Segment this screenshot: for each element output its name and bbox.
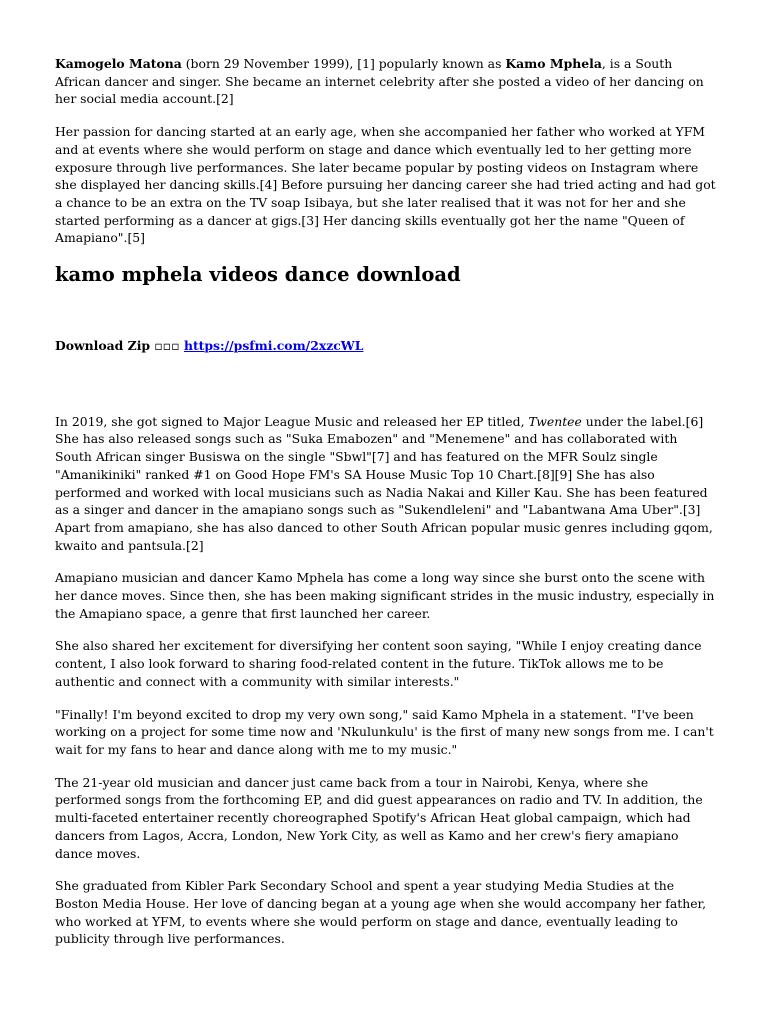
paragraph-early-life: Her passion for dancing started at an early age, when she accompanied her father who worked at YFM and at events where she would perform on stage and dance which eventually led to her getting more exposure through live performances. She later became popular by posting videos on Instagram where she displayed her dancing skills.[4] Before pursuing her dancing career she had tried acting and had got a chance to be an extra on the TV soap Isibaya, but she later realised that it was not for her and she started performing as a dancer at gigs.[3] Her dancing skills eventually got her the name "Queen of Amapiano".[5] [55, 124, 716, 246]
career-text-1: In 2019, she got signed to Major League Music and released her EP titled, [55, 413, 529, 429]
career-text-2: under the label.[6] She has also released songs such as "Suka Emabozen" and "Menemene" and has collaborated with South African singer Busiswa on the single "Sbwl"[7] and has featured on the MFR Soulz single "Amanikiniki" ranked #1 on Good Hope FM's SA House Music Top 10 Chart.[8][9] She has also performed and worked with local musicians such as Nadia Nakai and Killer Kau. She has been featured as a singer and dancer in the amapiano songs such as "Sukendleleni" and "Labantwana Ama Uber".[3] Apart from amapiano, she has also danced to other South African popular music genres including gqom, kwaito and pantsula.[2] [55, 413, 713, 553]
paragraph-amapiano: Amapiano musician and dancer Kamo Mphela has come a long way since she burst onto the scene with her dance moves. Since then, she has been making significant strides in the music industry, especially in the Amapiano space, a genre that first launched her career. [55, 570, 715, 621]
intro-born: (born 29 November 1999), [1] popularly known as [181, 56, 506, 71]
paragraph-career [55, 413, 717, 555]
intro-paragraph [55, 55, 717, 108]
intro-rest: , is a South African dancer and singer. She became an internet celebrity after she posted a video of her dancing on her social media account.[2] [55, 56, 704, 107]
arrow-glyphs: ▫▫▫ [154, 338, 180, 354]
paragraph-content: She also shared her excitement for diversifying her content soon saying, "While I enjoy creating dance content, I also look forward to sharing food-related content in the future. TikTok allows me to be authentic and connect with a community with similar interests." [55, 638, 702, 689]
ep-title: Twentee [528, 413, 582, 429]
paragraph-education: She graduated from Kibler Park Secondary School and spent a year studying Media Studies at the Boston Media House. Her love of dancing began at a young age when she would accompany her father, who worked at YFM, to events where she would perform on stage and dance, eventually leading to publicity through live performances. [55, 878, 707, 947]
page-heading: kamo mphela videos dance download [55, 263, 461, 287]
download-label: Download Zip [55, 338, 155, 354]
download-line [55, 337, 717, 355]
document-page [55, 55, 717, 963]
paragraph-tour: The 21-year old musician and dancer just came back from a tour in Nairobi, Kenya, where she performed songs from the forthcoming EP, and did guest appearances on radio and TV. In addition, the multi-faceted entertainer recently choreographed Spotify's African Heat global campaign, which had dancers from Lagos, Accra, London, New York City, as well as Kamo and her crew's fiery amapiano dance moves. [55, 774, 703, 861]
download-link[interactable]: https://psfmi.com/2xzcWL [183, 338, 364, 354]
paragraph-song: "Finally! I'm beyond excited to drop my very own song," said Kamo Mphela in a statement. "I've been working on a project for some time now and 'Nkulunkulu' is the first of many new songs from me. I can't wait for my fans to hear and dance along with me to my music." [55, 706, 714, 757]
subject-alias: Kamo Mphela [505, 56, 602, 71]
subject-name: Kamogelo Matona [55, 56, 182, 71]
